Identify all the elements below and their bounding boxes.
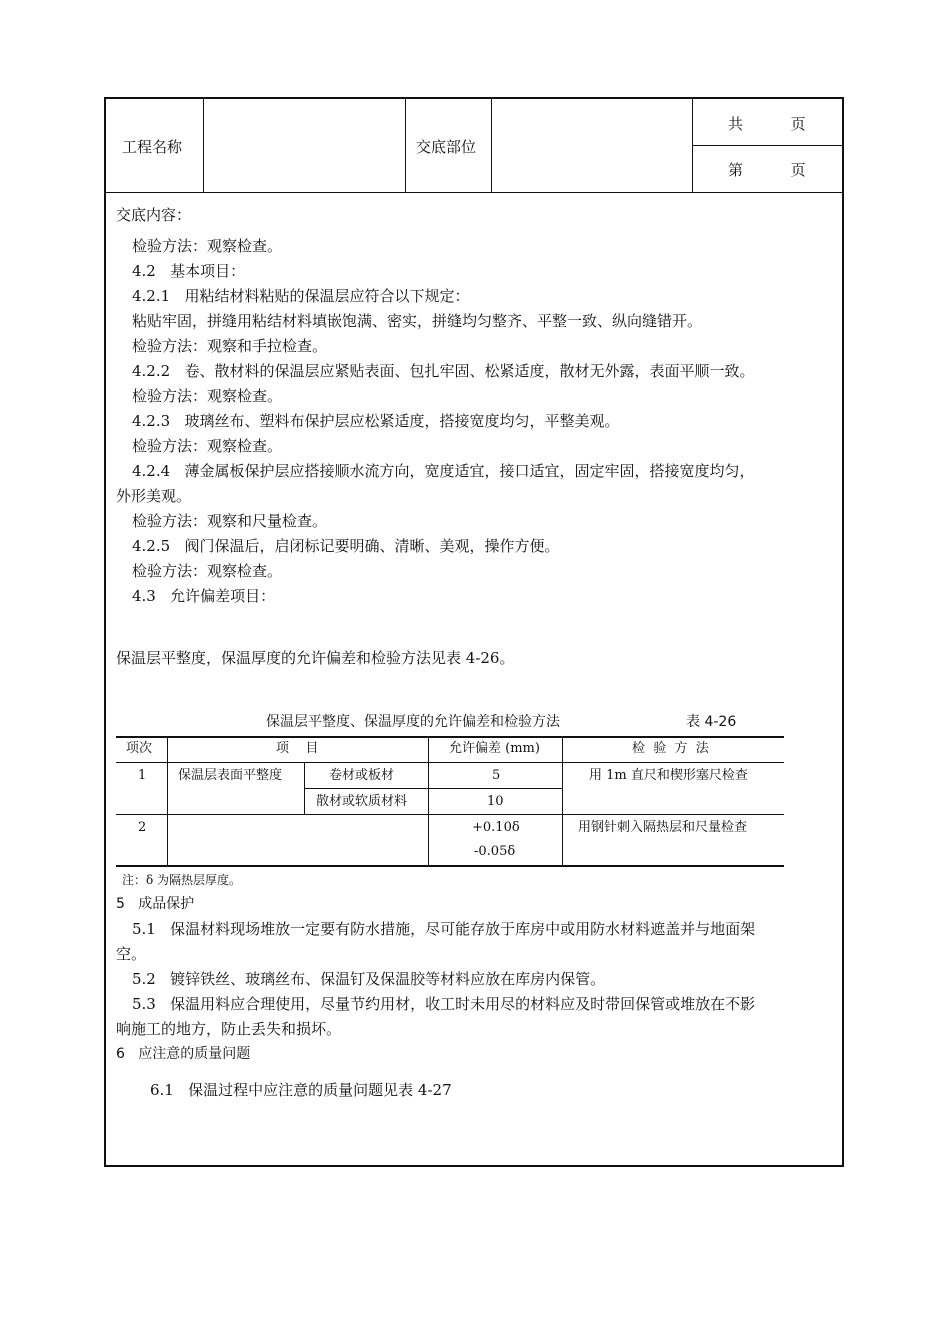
section-5-line: 5.3 保温用料应合理使用，尽量节约用材，收工时未用尽的材料应及时带回保管或堆放在不影 [132, 995, 756, 1013]
header-divider [692, 145, 844, 146]
header-method: 检 验 方 法 [632, 741, 709, 756]
content-line: 4.2.5 阀门保温后，启闭标记要明确、清晰、美观，操作方便。 [132, 537, 560, 555]
location-label: 交底部位 [416, 138, 477, 156]
table-rule [116, 736, 784, 738]
header-deviation: 允许偏差 (mm) [449, 741, 540, 756]
table-rule [116, 762, 784, 763]
section-5-line: 5.2 镀锌铁丝、玻璃丝布、保温钉及保温胶等材料应放在库房内保管。 [132, 970, 606, 988]
content-line: 4.2.1 用粘结材料粘贴的保温层应符合以下规定： [132, 287, 470, 305]
table-column-line [304, 763, 305, 814]
content-line: 4.2.2 卷、散材料的保温层应紧贴表面、包扎牢固、松紧适度，散材无外露，表面平顺一致。 [132, 362, 755, 380]
row-2-dev-plus: +0.10δ [472, 820, 520, 835]
content-line: 检验方法：观察检查。 [132, 562, 283, 580]
page-number-label: 第 页 [728, 161, 806, 179]
header-bottom-line [106, 192, 844, 193]
deviation-table [116, 711, 784, 887]
row-1-item: 保温层表面平整度 [178, 768, 283, 783]
content-line: 检验方法：观察和手拉检查。 [132, 337, 328, 355]
section-5-title: 5 成品保护 [116, 896, 195, 912]
header-divider [491, 99, 492, 192]
project-name-label: 工程名称 [122, 138, 183, 156]
content-line: 检验方法：观察检查。 [132, 237, 283, 255]
table-intro: 保温层平整度，保温厚度的允许偏差和检验方法见表 4-26。 [116, 649, 515, 667]
total-pages-label: 共 页 [728, 115, 806, 133]
section-5-line: 响施工的地方，防止丢失和损坏。 [116, 1020, 342, 1038]
table-title: 保温层平整度、保温厚度的允许偏差和检验方法 [266, 714, 560, 730]
table-rule [116, 865, 784, 867]
content-line: 4.2 基本项目： [132, 262, 246, 280]
content-line: 4.2.4 薄金属板保护层应搭接顺水流方向，宽度适宜，接口适宜，固定牢固，搭接宽度均匀， [132, 462, 755, 480]
row-1-sub1: 卷材或板材 [329, 768, 395, 783]
section-5-line: 5.1 保温材料现场堆放一定要有防水措施，尽可能存放于库房中或用防水材料遮盖并与地面架 [132, 920, 756, 938]
row-1-method: 用 1m 直尺和楔形塞尺检查 [589, 768, 748, 783]
section-6-title: 6 应注意的质量问题 [116, 1046, 251, 1062]
row-1-sub2: 散材或软质材料 [316, 794, 408, 809]
section-5-line: 空。 [116, 945, 147, 963]
row-1-dev1: 5 [492, 768, 501, 783]
content-line: 检验方法：观察和尺量检查。 [132, 512, 328, 530]
table-column-line [562, 737, 563, 865]
table-number: 表 4-26 [686, 714, 737, 730]
row-2-method: 用钢针刺入隔热层和尺量检查 [578, 820, 748, 835]
content-line: 外形美观。 [116, 487, 192, 505]
row-2-no: 2 [138, 820, 147, 835]
table-column-line [167, 737, 168, 865]
header-divider [203, 99, 204, 192]
content-line: 检验方法：观察检查。 [132, 387, 283, 405]
document-frame [104, 97, 844, 1167]
header-item: 项 目 [276, 741, 319, 756]
header-no: 项次 [126, 741, 153, 756]
table-note: 注：δ 为隔热层厚度。 [122, 873, 242, 887]
row-2-dev-minus: -0.05δ [474, 844, 516, 859]
content-line: 4.3 允许偏差项目： [132, 587, 276, 605]
table-rule [304, 788, 562, 789]
content-line: 粘贴牢固，拼缝用粘结材料填嵌饱满、密实，拼缝均匀整齐、平整一致、纵向缝错开。 [132, 312, 703, 330]
row-1-no: 1 [138, 768, 147, 783]
row-1-dev2: 10 [487, 794, 504, 809]
section-6-line: 6.1 保温过程中应注意的质量问题见表 4-27 [150, 1081, 452, 1099]
table-column-line [428, 737, 429, 865]
header-divider [405, 99, 406, 192]
content-line: 检验方法：观察检查。 [132, 437, 283, 455]
table-rule [116, 814, 784, 815]
content-line: 4.2.3 玻璃丝布、塑料布保护层应松紧适度，搭接宽度均匀，平整美观。 [132, 412, 620, 430]
content-heading: 交底内容： [116, 206, 192, 224]
